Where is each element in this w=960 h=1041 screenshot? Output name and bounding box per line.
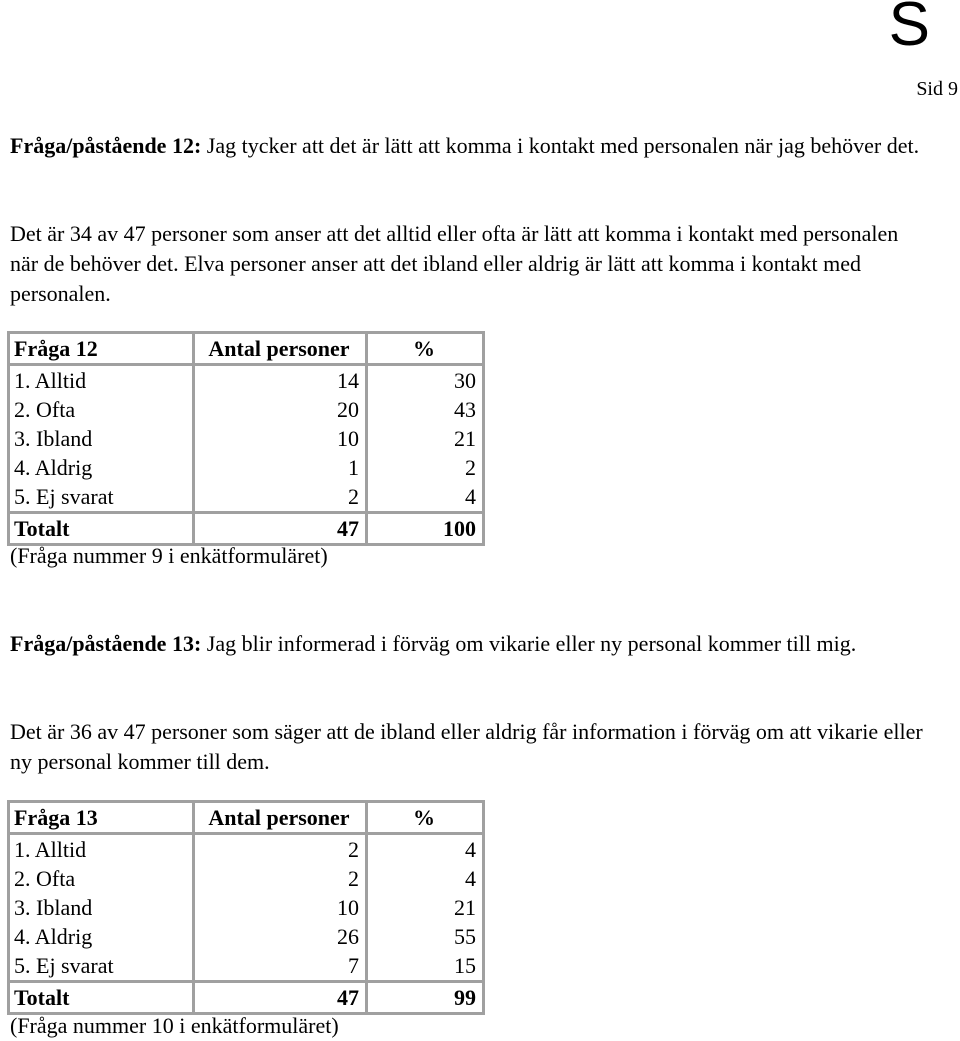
question-12-text: Jag tycker att det är lätt att komma i kontakt med personalen när jag behöver det. bbox=[206, 133, 920, 158]
table-row bbox=[9, 395, 484, 424]
table-cell: 10 bbox=[194, 893, 367, 922]
table-row bbox=[9, 424, 484, 453]
table-cell: 100 bbox=[367, 513, 484, 545]
table-cell: 2 bbox=[194, 834, 367, 865]
table-cell: 2 bbox=[194, 482, 367, 513]
table-cell: 4 bbox=[465, 837, 476, 862]
question-13-text: Jag blir informerad i förväg om vikarie eller ny personal kommer till mig. bbox=[206, 631, 857, 656]
table-cell: 5. Ej svarat bbox=[9, 951, 194, 982]
table-row bbox=[9, 893, 484, 922]
table-cell: 7 bbox=[194, 951, 367, 982]
table-header-cell: Fråga 13 bbox=[9, 802, 194, 834]
question-12-table bbox=[7, 331, 485, 546]
table-cell: 21 bbox=[454, 426, 476, 451]
table-cell: 20 bbox=[194, 395, 367, 424]
table-header-row bbox=[9, 802, 484, 834]
table-cell: 47 bbox=[194, 982, 367, 1014]
question-13-note: (Fråga nummer 10 i enkätformuläret) bbox=[10, 1013, 339, 1038]
table-header-row bbox=[9, 333, 484, 365]
table-total-row bbox=[9, 982, 484, 1014]
table-cell: 2 bbox=[465, 455, 476, 480]
table-row bbox=[9, 482, 484, 513]
table-cell: 2. Ofta bbox=[9, 395, 194, 424]
question-12-statement bbox=[10, 131, 930, 161]
question-13-statement bbox=[10, 629, 930, 659]
table-row bbox=[9, 453, 484, 482]
table-header-cell: Antal personer bbox=[194, 802, 367, 834]
page-number: Sid 9 bbox=[916, 78, 958, 100]
question-12-label: Fråga/påstående 12: bbox=[10, 133, 202, 158]
table-cell: 2 bbox=[194, 864, 367, 893]
table-cell: 21 bbox=[454, 895, 476, 920]
table-header-cell: % bbox=[367, 802, 484, 834]
table-cell: 2. Ofta bbox=[9, 864, 194, 893]
table-cell: 4. Aldrig bbox=[9, 453, 194, 482]
table-cell: Totalt bbox=[9, 982, 194, 1014]
table-cell: 47 bbox=[194, 513, 367, 545]
question-12-summary: Det är 34 av 47 personer som anser att det alltid eller ofta är lätt att komma i kontakt med personalen när de behöver det. Elva personer anser att det ibland eller aldrig är lätt att komma i kontakt med personalen. bbox=[10, 221, 899, 306]
table-cell: 14 bbox=[194, 365, 367, 396]
table-total-row bbox=[9, 513, 484, 545]
table-cell: 55 bbox=[454, 924, 476, 949]
table-header-cell: % bbox=[367, 333, 484, 365]
table-cell: 4 bbox=[465, 866, 476, 891]
table-cell: Totalt bbox=[9, 513, 194, 545]
table-cell: 4 bbox=[465, 484, 476, 509]
table-cell: 30 bbox=[454, 368, 476, 393]
question-12-note: (Fråga nummer 9 i enkätformuläret) bbox=[10, 543, 328, 568]
table-cell: 1. Alltid bbox=[9, 834, 194, 865]
table-cell: 15 bbox=[454, 953, 476, 978]
table-cell: 1 bbox=[194, 453, 367, 482]
table-row bbox=[9, 864, 484, 893]
table-cell: 5. Ej svarat bbox=[9, 482, 194, 513]
table-header-cell: Antal personer bbox=[194, 333, 367, 365]
question-13-summary: Det är 36 av 47 personer som säger att de ibland eller aldrig får information i förväg om att vikarie eller ny personal kommer till dem. bbox=[10, 719, 923, 774]
table-row bbox=[9, 365, 484, 396]
table-cell: 43 bbox=[454, 397, 476, 422]
table-row bbox=[9, 951, 484, 982]
table-cell: 3. Ibland bbox=[9, 424, 194, 453]
table-header-cell: Fråga 12 bbox=[9, 333, 194, 365]
table-cell: 99 bbox=[367, 982, 484, 1014]
logo: S bbox=[888, 0, 930, 59]
question-13-label: Fråga/påstående 13: bbox=[10, 631, 202, 656]
table-cell: 3. Ibland bbox=[9, 893, 194, 922]
table-cell: 1. Alltid bbox=[9, 365, 194, 396]
table-row bbox=[9, 834, 484, 865]
table-cell: 4. Aldrig bbox=[9, 922, 194, 951]
table-cell: 26 bbox=[194, 922, 367, 951]
question-13-table bbox=[7, 800, 485, 1015]
table-cell: 10 bbox=[194, 424, 367, 453]
table-row bbox=[9, 922, 484, 951]
